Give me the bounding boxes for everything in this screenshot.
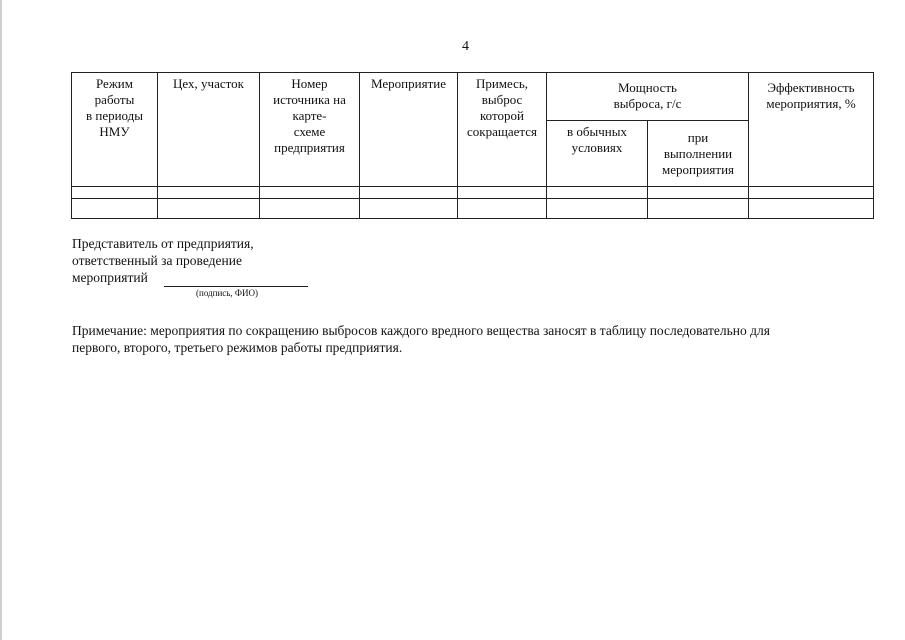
measures-table <box>71 72 874 219</box>
table-cell <box>158 199 260 219</box>
page-number: 4 <box>462 39 469 54</box>
table-cell <box>648 187 749 199</box>
table-cell <box>360 199 458 219</box>
header-source-number <box>260 73 360 187</box>
scan-edge-mark <box>0 0 2 640</box>
table-cell <box>458 199 547 219</box>
representative-line: Представитель от предприятия, <box>72 236 254 251</box>
header-power-during-line: выполнении <box>663 146 733 161</box>
note-line: первого, второго, третьего режимов работы предприятия. <box>72 340 403 355</box>
header-efficiency <box>749 73 874 187</box>
table-cell <box>158 187 260 199</box>
header-efficiency-line: Эффективность <box>767 80 855 95</box>
header-measure <box>360 73 458 187</box>
header-regime-line: НМУ <box>99 124 130 139</box>
table-row <box>72 187 874 199</box>
note-paragraph <box>72 322 872 356</box>
header-source-line: предприятия <box>274 140 345 155</box>
header-power-normal-line: условиях <box>571 140 623 155</box>
header-power <box>547 73 749 121</box>
representative-line: ответственный за проведение <box>72 253 242 268</box>
header-power-during-line: при <box>687 130 709 145</box>
table-cell <box>360 187 458 199</box>
header-impurity-line: выброс <box>481 92 523 107</box>
table-cell <box>260 187 360 199</box>
header-power-during-line: мероприятия <box>662 162 735 177</box>
header-power-line: Мощность <box>618 80 677 95</box>
header-impurity-line: которой <box>480 108 524 123</box>
header-efficiency-line: мероприятия, % <box>766 96 856 111</box>
table-cell <box>72 199 158 219</box>
header-impurity-line: Примесь, <box>475 76 529 91</box>
table-cell <box>547 199 648 219</box>
table-row <box>72 199 874 219</box>
representative-line: мероприятий <box>72 270 148 285</box>
header-source-line: схеме <box>293 124 326 139</box>
header-power-normal <box>547 121 648 187</box>
header-source-line: источника на <box>273 92 346 107</box>
signature-line[interactable] <box>164 286 308 287</box>
header-source-line: карте- <box>292 108 327 123</box>
header-power-normal-line: в обычных <box>567 124 627 139</box>
header-regime <box>72 73 158 187</box>
table-cell <box>749 199 874 219</box>
header-impurity-line: сокращается <box>467 124 537 139</box>
header-regime-line: в периоды <box>85 108 144 123</box>
representative-block <box>72 235 254 286</box>
table-cell <box>260 199 360 219</box>
header-power-line: выброса, г/с <box>613 96 682 111</box>
header-regime-line: работы <box>94 92 135 107</box>
header-source-line: Номер <box>291 76 328 91</box>
header-regime-line: Режим <box>96 76 133 91</box>
header-workshop-line: Цех, участок <box>173 76 244 91</box>
note-line: Примечание: мероприятия по сокращению выбросов каждого вредного вещества заносят в таблицу последовательно для <box>72 323 770 338</box>
table-cell <box>547 187 648 199</box>
table-cell <box>72 187 158 199</box>
header-impurity <box>458 73 547 187</box>
header-power-during <box>648 121 749 187</box>
header-workshop <box>158 73 260 187</box>
signature-caption: (подпись, ФИО) <box>196 288 258 298</box>
table-cell <box>458 187 547 199</box>
table-cell <box>648 199 749 219</box>
header-measure-line: Мероприятие <box>371 76 446 91</box>
table-cell <box>749 187 874 199</box>
